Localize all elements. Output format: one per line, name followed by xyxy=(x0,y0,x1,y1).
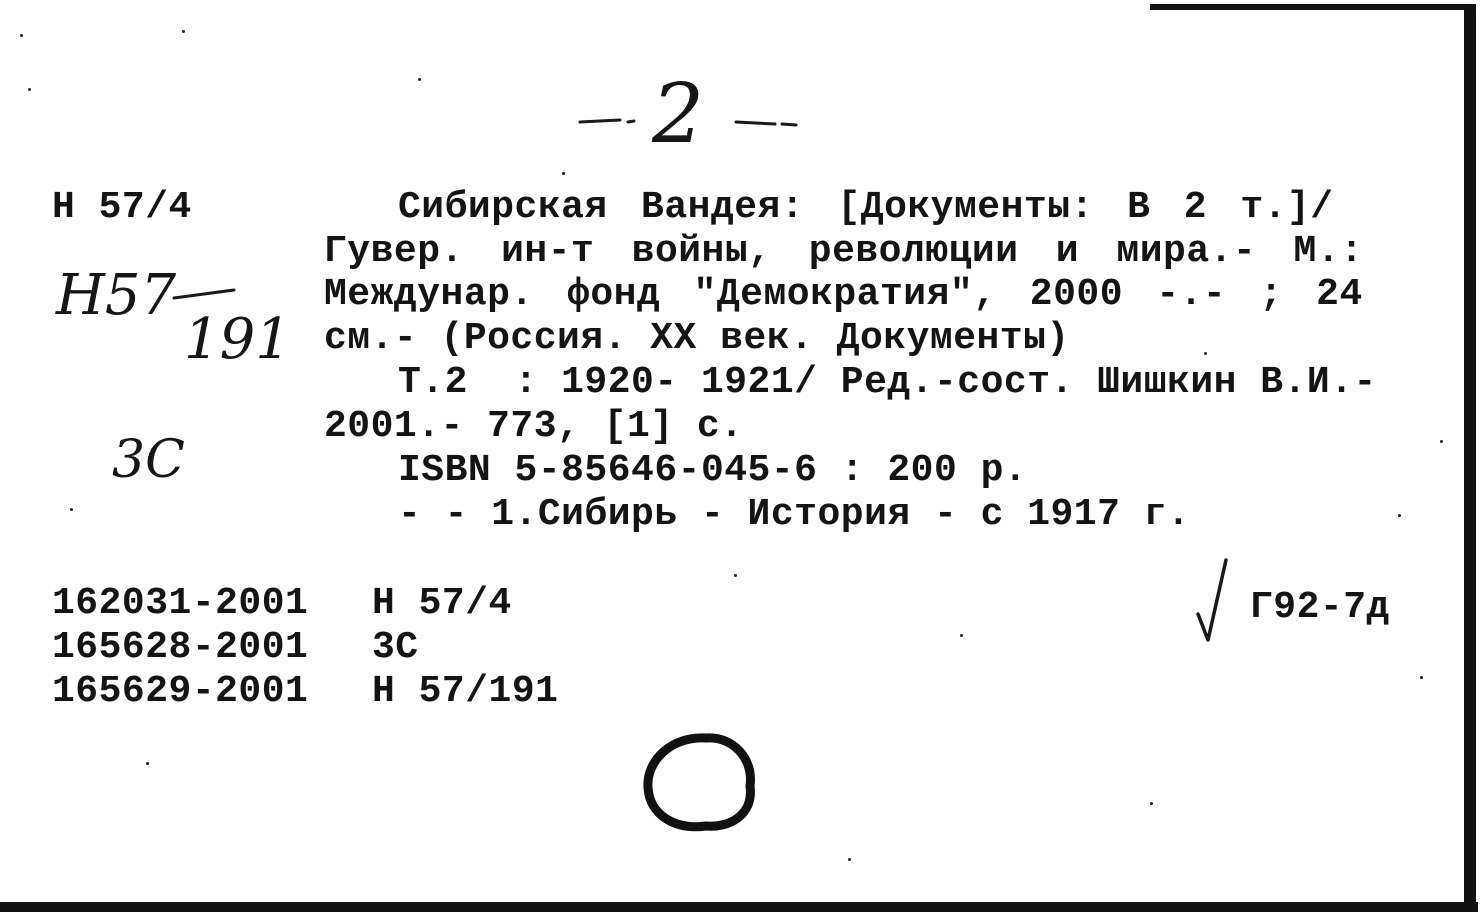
card-edge-top xyxy=(1150,4,1476,10)
entry-line-isbn: ISBN 5-85646-045-6 : 200 р. xyxy=(398,449,1028,492)
scan-speck xyxy=(70,508,73,511)
scan-speck xyxy=(1150,802,1153,805)
location-handwritten: 3С xyxy=(112,430,185,490)
check-mark-icon xyxy=(1190,556,1240,646)
holding-inventory: 165629-2001 xyxy=(52,670,309,713)
entry-line-title: Сибирская Вандея: [Документы: В 2 т.]/ xyxy=(398,186,1334,229)
punch-hole-icon xyxy=(636,730,766,840)
holding-shelf: Н 57/191 xyxy=(372,670,559,713)
scan-speck xyxy=(20,34,23,37)
shelfmark-typed: Н 57/4 xyxy=(52,186,192,229)
shelfmark-handwritten-sub: 191 xyxy=(184,307,291,372)
holding-shelf: Н 57/4 xyxy=(372,582,512,625)
scan-speck xyxy=(1440,440,1443,443)
shelfmark-fraction-stroke xyxy=(170,286,250,306)
holding-inventory: 162031-2001 xyxy=(52,582,309,625)
classification-code: Г92-7д xyxy=(1250,586,1390,629)
entry-line-imprint: Междунар. фонд "Демократия", 2000 -.- ; 24 xyxy=(324,273,1363,316)
entry-line-pagination: 2001.- 773, [1] с. xyxy=(324,405,744,448)
scan-speck xyxy=(1204,352,1207,355)
scan-speck xyxy=(848,858,851,861)
entry-line-volume: Т.2 : 1920- 1921/ Ред.-сост. Шишкин В.И.- xyxy=(398,361,1377,404)
scan-speck xyxy=(1420,676,1423,679)
holding-shelf: 3С xyxy=(372,626,419,669)
scan-speck xyxy=(960,634,963,637)
scan-speck xyxy=(734,574,737,577)
scan-speck xyxy=(146,762,149,765)
page-mark: 2 xyxy=(652,67,705,162)
card-edge-bottom xyxy=(0,902,1478,912)
scan-speck xyxy=(562,172,565,175)
scan-speck xyxy=(28,88,31,91)
entry-line-subject: - - 1.Сибирь - История - с 1917 г. xyxy=(398,493,1191,536)
holding-inventory: 165628-2001 xyxy=(52,626,309,669)
shelfmark-handwritten: Н57 xyxy=(56,263,177,328)
entry-line-series: см.- (Россия. XX век. Документы) xyxy=(324,317,1070,360)
scan-speck xyxy=(418,78,421,81)
scan-speck xyxy=(1398,514,1401,517)
card-edge-right xyxy=(1464,8,1476,910)
scan-speck xyxy=(182,30,185,33)
entry-line-publisher: Гувер. ин-т войны, революции и мира.- М.: xyxy=(324,230,1364,273)
